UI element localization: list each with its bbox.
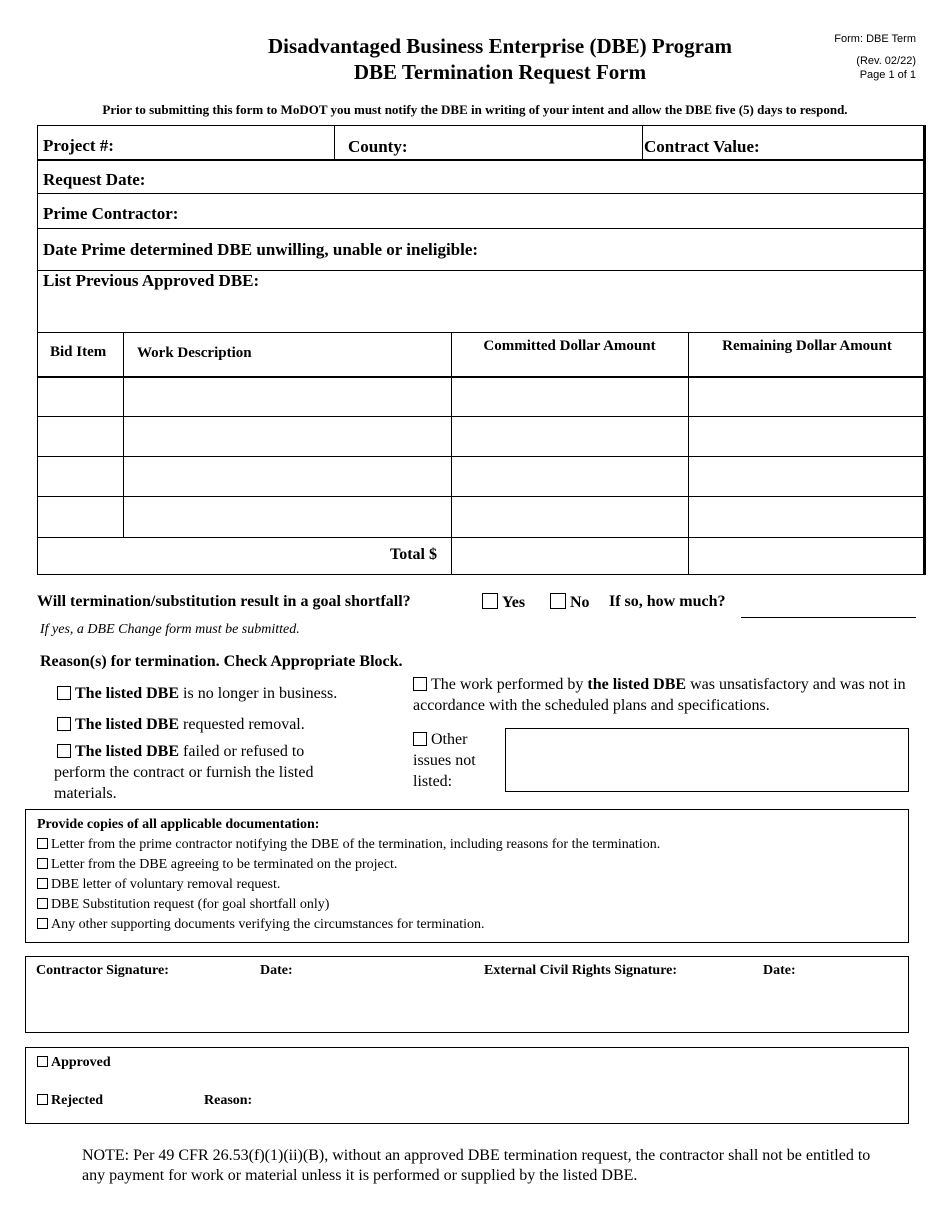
- table-row-3-work-description[interactable]: [124, 457, 451, 496]
- form-info: [834, 32, 916, 82]
- contract-value-field[interactable]: Contract Value:: [644, 137, 760, 156]
- table-row-2-bid-item[interactable]: [38, 417, 123, 456]
- doc-item-4-checkbox[interactable]: [37, 898, 48, 909]
- how-much-label: If so, how much?: [609, 593, 726, 610]
- table-row-4-committed[interactable]: [452, 497, 688, 537]
- divider: [37, 159, 926, 161]
- request-date-field[interactable]: Request Date:: [43, 170, 146, 189]
- total-remaining-field[interactable]: [689, 538, 924, 574]
- table-row-1-bid-item[interactable]: [38, 378, 123, 416]
- reason-2-checkbox[interactable]: [57, 717, 71, 731]
- divider: [334, 125, 335, 160]
- approved-checkbox[interactable]: [37, 1056, 48, 1067]
- reason-2-bold: The listed DBE: [75, 716, 180, 733]
- form-revision: (Rev. 02/22): [856, 55, 916, 67]
- shortfall-yes-option[interactable]: [482, 593, 525, 612]
- doc-item-3[interactable]: [37, 875, 280, 895]
- table-row-4-work-description[interactable]: [124, 497, 451, 537]
- reason-4-prefix: The work performed by: [431, 676, 584, 693]
- date-determined-field[interactable]: Date Prime determined DBE unwilling, unable or ineligible:: [43, 240, 479, 259]
- reason-3-checkbox[interactable]: [57, 744, 71, 758]
- shortfall-note: If yes, a DBE Change form must be submitted.: [40, 622, 300, 637]
- doc-item-1[interactable]: [37, 835, 660, 855]
- reason-requested-removal[interactable]: [57, 714, 377, 735]
- reason-4-bold: the listed DBE: [587, 676, 687, 693]
- reason-1-bold: The listed DBE: [75, 685, 180, 702]
- col-bid-item: Bid Item: [50, 344, 107, 360]
- reason-1-checkbox[interactable]: [57, 686, 71, 700]
- rejected-option[interactable]: [37, 1093, 103, 1109]
- table-row-2-remaining[interactable]: [689, 417, 924, 456]
- no-label: No: [570, 594, 590, 611]
- date-label-2: Date:: [763, 963, 796, 978]
- table-row-2-committed[interactable]: [452, 417, 688, 456]
- table-row-1-committed[interactable]: [452, 378, 688, 416]
- reason-4-suffix: was unsatisfactory and was not in accordance with the scheduled plans and specifications.: [413, 676, 906, 714]
- table-row-3-bid-item[interactable]: [38, 457, 123, 496]
- yes-label: Yes: [502, 594, 526, 611]
- notice-text: Prior to submitting this form to MoDOT you must notify the DBE in writing of your intent and allow the DBE five (5) days to respond.: [102, 102, 848, 117]
- rejected-label: Rejected: [51, 1093, 104, 1108]
- cfr-note: NOTE: Per 49 CFR 26.53(f)(1)(ii)(B), without an approved DBE termination request, the contractor shall not be entitled to any payment for work or material unless it is performed or supplied by the listed DBE.: [82, 1147, 871, 1184]
- doc-item-2-text: Letter from the DBE agreeing to be terminated on the project.: [51, 857, 398, 872]
- date-label-1: Date:: [260, 963, 293, 978]
- doc-item-5[interactable]: [37, 915, 485, 935]
- total-committed-field[interactable]: [452, 538, 688, 574]
- table-row-2-work-description[interactable]: [124, 417, 451, 456]
- reason-2-text: requested removal.: [183, 716, 305, 733]
- reason-4-checkbox[interactable]: [413, 677, 427, 691]
- prime-contractor-field[interactable]: Prime Contractor:: [43, 204, 179, 223]
- divider: [37, 332, 926, 333]
- reason-other[interactable]: [413, 729, 493, 792]
- table-row-1-work-description[interactable]: [124, 378, 451, 416]
- reason-3-text: failed or refused to perform the contract or furnish the listed materials.: [54, 743, 314, 802]
- reason-failed-to-perform[interactable]: [54, 741, 349, 804]
- doc-item-3-text: DBE letter of voluntary removal request.: [51, 877, 281, 892]
- contractor-signature-label: Contractor Signature:: [36, 963, 169, 978]
- list-previous-dbe-field[interactable]: List Previous Approved DBE:: [43, 271, 260, 290]
- reason-other-text: Other issues not listed:: [413, 731, 476, 790]
- col-work-description: Work Description: [137, 345, 252, 361]
- col-remaining-amount: Remaining Dollar Amount: [722, 338, 892, 354]
- approved-option[interactable]: [37, 1055, 111, 1071]
- other-issues-input[interactable]: [505, 728, 909, 792]
- county-field[interactable]: County:: [348, 137, 408, 156]
- reason-unsatisfactory-work[interactable]: [413, 674, 913, 716]
- doc-item-2-checkbox[interactable]: [37, 858, 48, 869]
- divider: [37, 193, 926, 194]
- divider: [37, 228, 926, 229]
- table-row-1-remaining[interactable]: [689, 378, 924, 416]
- shortfall-no-option[interactable]: [550, 593, 590, 612]
- approved-label: Approved: [51, 1055, 111, 1070]
- doc-item-4-text: DBE Substitution request (for goal shortfall only): [51, 897, 330, 912]
- reason-1-text: is no longer in business.: [183, 685, 338, 702]
- divider: [642, 125, 643, 160]
- form-subtitle: DBE Termination Request Form: [353, 60, 647, 84]
- reasons-heading: Reason(s) for termination. Check Appropriate Block.: [40, 653, 403, 670]
- col-committed-amount: Committed Dollar Amount: [483, 338, 656, 354]
- doc-item-5-text: Any other supporting documents verifying the circumstances for termination.: [51, 917, 485, 932]
- doc-item-3-checkbox[interactable]: [37, 878, 48, 889]
- project-field[interactable]: Project #:: [43, 136, 114, 155]
- no-checkbox[interactable]: [550, 593, 566, 609]
- approval-box: [25, 1047, 909, 1124]
- table-row-3-committed[interactable]: [452, 457, 688, 496]
- table-row-4-bid-item[interactable]: [38, 497, 123, 537]
- reason-3-bold: The listed DBE: [75, 743, 180, 760]
- doc-item-5-checkbox[interactable]: [37, 918, 48, 929]
- page-number: Page 1 of 1: [859, 69, 916, 81]
- table-row-4-remaining[interactable]: [689, 497, 924, 537]
- shortfall-question: Will termination/substitution result in a goal shortfall?: [37, 593, 411, 610]
- documentation-heading: Provide copies of all applicable documentation:: [37, 817, 320, 832]
- doc-item-1-text: Letter from the prime contractor notifying the DBE of the termination, including reasons for the termination.: [51, 837, 661, 852]
- doc-item-2[interactable]: [37, 855, 397, 875]
- total-label: Total $: [390, 546, 437, 563]
- table-row-3-remaining[interactable]: [689, 457, 924, 496]
- doc-item-4[interactable]: [37, 895, 329, 915]
- yes-checkbox[interactable]: [482, 593, 498, 609]
- reason-label: Reason:: [204, 1093, 253, 1108]
- doc-item-1-checkbox[interactable]: [37, 838, 48, 849]
- reason-no-longer-in-business[interactable]: [57, 683, 377, 704]
- form-title: Disadvantaged Business Enterprise (DBE) Program: [268, 34, 732, 58]
- form-id: Form: DBE Term: [834, 33, 916, 45]
- civil-rights-signature-label: External Civil Rights Signature:: [484, 963, 678, 978]
- how-much-input[interactable]: [741, 600, 916, 618]
- rejected-checkbox[interactable]: [37, 1094, 48, 1105]
- reason-other-checkbox[interactable]: [413, 732, 427, 746]
